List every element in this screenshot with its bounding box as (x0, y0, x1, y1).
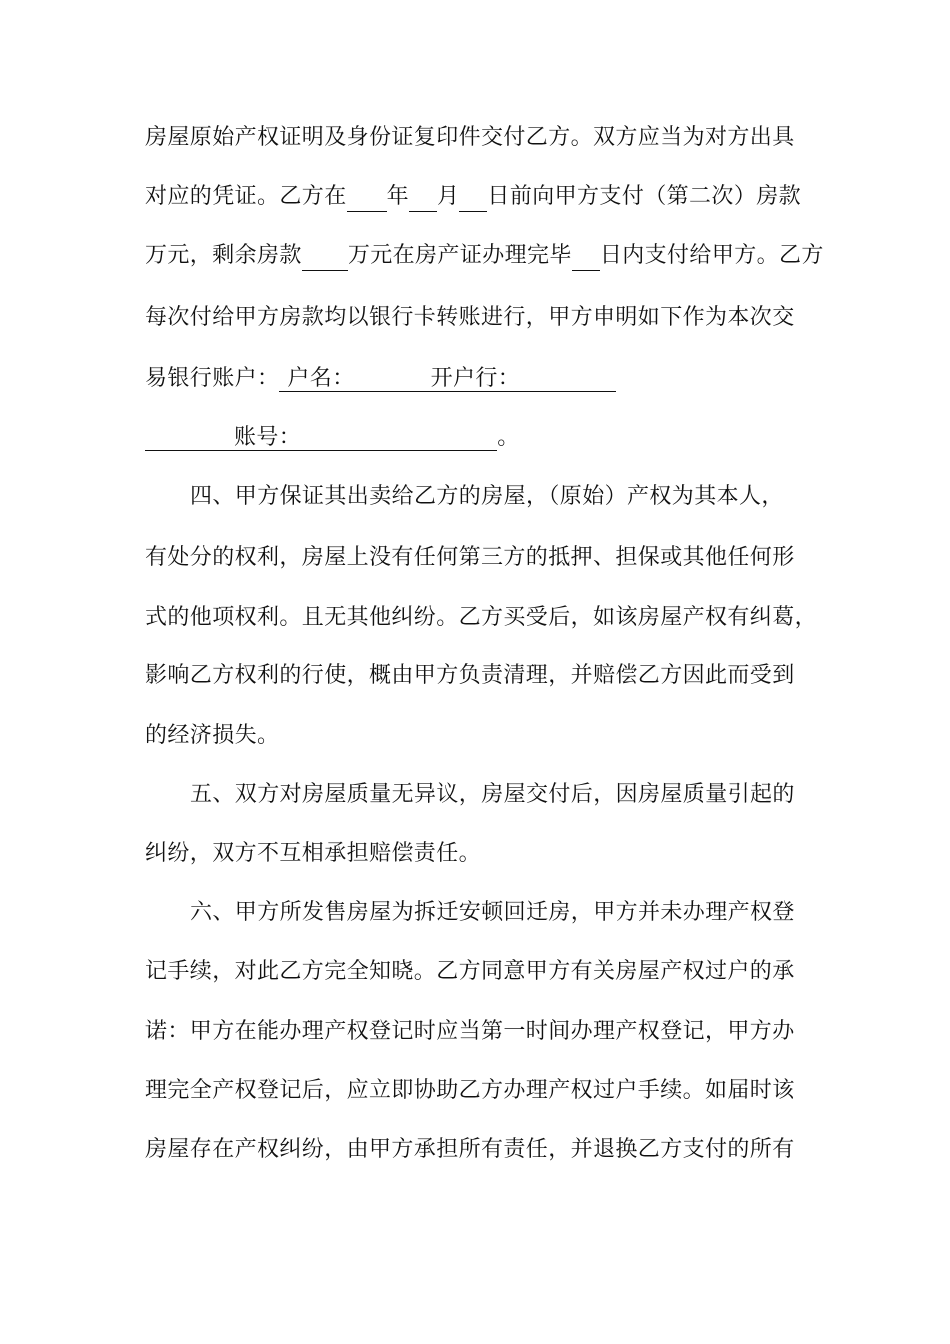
text-line (145, 1135, 825, 1165)
blank-days (572, 244, 600, 271)
blank-year (347, 185, 387, 212)
line-text: 万元在房产证办理完毕 (347, 243, 572, 268)
line-text: 每次付给甲方房款均以银行卡转账进行，甲方申明如下作为本次交 (145, 305, 795, 330)
text-line (190, 898, 870, 928)
line-text: 五、双方对房屋质量无异议，房屋交付后，因房屋质量引起的 (190, 782, 795, 807)
line-text: 式的他项权利。且无其他纠纷。乙方买受后，如该房屋产权有纠葛， (145, 605, 818, 630)
line-text: 。 (497, 425, 520, 450)
line-text: 对应的凭证。乙方在 (145, 184, 347, 209)
text-line (145, 303, 825, 333)
line-text: 日内支付给甲方。乙方 (599, 243, 824, 268)
text-line (145, 543, 825, 573)
blank-day (459, 185, 487, 212)
text-line (145, 1017, 825, 1047)
text-line (145, 423, 825, 453)
text-line (145, 839, 825, 869)
line-text: 日前向甲方支付（第二次）房款 (487, 184, 802, 209)
text-line (145, 182, 825, 212)
blank-remaining-amount (302, 244, 348, 271)
text-line (190, 482, 870, 512)
bank-label: 开户行： (430, 366, 521, 391)
text-line (145, 603, 825, 633)
line-text: 六、甲方所发售房屋为拆迁安顿回迁房，甲方并未办理产权登 (190, 900, 795, 925)
text-line (145, 123, 825, 153)
line-text: 四、甲方保证其出卖给乙方的房屋，（原始）产权为其本人， (190, 484, 784, 509)
line-text: 影响乙方权利的行使，概由甲方负责清理，并赔偿乙方因此而受到 (145, 663, 795, 688)
line-text: 易银行账户： (145, 366, 280, 391)
text-line (145, 661, 825, 691)
line-text: 月 (437, 184, 460, 209)
line-text: 有处分的权利，房屋上没有任何第三方的抵押、担保或其他任何形 (145, 545, 795, 570)
text-line (145, 1076, 825, 1106)
text-line (190, 780, 870, 810)
line-text: 的经济损失。 (145, 723, 280, 748)
text-line (145, 957, 825, 987)
line-text: 记手续，对此乙方完全知晓。乙方同意甲方有关房屋产权过户的承 (145, 959, 795, 984)
line-text: 房屋存在产权纠纷，由甲方承担所有责任，并退换乙方支付的所有 (145, 1137, 795, 1162)
line-text: 房屋原始产权证明及身份证复印件交付乙方。双方应当为对方出具 (145, 125, 795, 150)
account-name-field (279, 366, 616, 392)
line-text: 纠纷，双方不互相承担赔偿责任。 (145, 841, 482, 866)
line-text: 理完全产权登记后，应立即协助乙方办理产权过户手续。如届时该 (145, 1078, 795, 1103)
text-line (145, 241, 825, 271)
text-line (145, 721, 825, 751)
line-text: 年 (386, 184, 410, 209)
blank-month (409, 185, 437, 212)
line-text: 诺：甲方在能办理产权登记时应当第一时间办理产权登记，甲方办 (145, 1019, 795, 1044)
account-number-field (145, 425, 497, 451)
line-text: 万元，剩余房款 (145, 243, 302, 268)
text-line (145, 364, 825, 394)
account-number-label: 账号： (234, 425, 302, 450)
account-name-label: 户名： (287, 366, 355, 391)
